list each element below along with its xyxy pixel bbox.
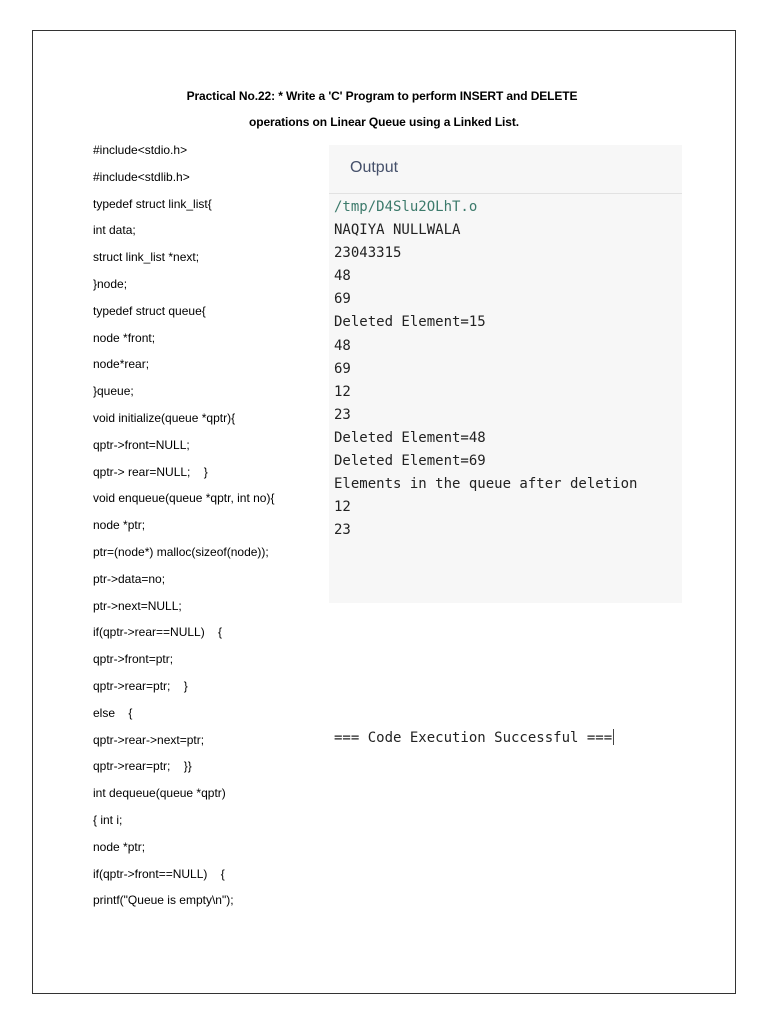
code-line: node *front; bbox=[93, 330, 156, 345]
code-line: ptr->next=NULL; bbox=[93, 598, 182, 613]
output-line: Elements in the queue after deletion bbox=[334, 476, 638, 493]
execution-status bbox=[334, 729, 614, 747]
code-line: qptr-> rear=NULL; } bbox=[93, 464, 208, 479]
output-title: Output bbox=[350, 159, 399, 176]
text-cursor bbox=[613, 729, 614, 745]
code-line: qptr->rear=ptr; } bbox=[93, 678, 188, 693]
output-line: 69 bbox=[334, 360, 351, 377]
code-line: struct link_list *next; bbox=[93, 250, 200, 265]
output-header bbox=[329, 145, 682, 194]
code-line: }node; bbox=[93, 276, 128, 291]
code-line: node*rear; bbox=[93, 357, 150, 372]
output-line: Deleted Element=69 bbox=[334, 453, 486, 470]
practical-title-line-1: Practical No.22: * Write a 'C' Program to perform INSERT and DELETE bbox=[186, 89, 578, 103]
output-line: 23 bbox=[334, 522, 351, 539]
code-line: qptr->front=NULL; bbox=[93, 437, 190, 452]
code-line: printf("Queue is empty\n"); bbox=[93, 893, 234, 908]
output-line: Deleted Element=48 bbox=[334, 429, 486, 446]
output-line: Deleted Element=15 bbox=[334, 314, 486, 331]
code-line: ptr=(node*) malloc(sizeof(node)); bbox=[93, 544, 269, 559]
code-line: node *ptr; bbox=[93, 839, 146, 854]
output-line: 48 bbox=[334, 268, 351, 285]
code-line: qptr->front=ptr; bbox=[93, 652, 174, 667]
output-panel bbox=[329, 145, 682, 746]
code-line: if(qptr->rear==NULL) { bbox=[93, 625, 223, 640]
code-line: void initialize(queue *qptr){ bbox=[93, 410, 236, 425]
code-line: void enqueue(queue *qptr, int no){ bbox=[93, 491, 275, 506]
code-listing bbox=[93, 142, 274, 919]
output-line: 23 bbox=[334, 406, 351, 423]
code-line: if(qptr->front==NULL) { bbox=[93, 866, 225, 881]
code-line: int dequeue(queue *qptr) bbox=[93, 786, 226, 801]
code-line: qptr->rear->next=ptr; bbox=[93, 732, 205, 747]
code-line: #include<stdlib.h> bbox=[93, 169, 190, 184]
output-line: NAQIYA NULLWALA bbox=[334, 222, 461, 239]
code-line: int data; bbox=[93, 223, 136, 238]
output-console bbox=[334, 197, 637, 543]
execution-status-text: === Code Execution Successful === bbox=[334, 730, 613, 746]
code-line: #include<stdio.h> bbox=[93, 143, 188, 157]
code-line: }queue; bbox=[93, 384, 134, 399]
code-line: typedef struct link_list{ bbox=[93, 196, 212, 211]
output-line: 12 bbox=[334, 383, 351, 400]
code-line: ptr->data=no; bbox=[93, 571, 166, 586]
output-line: 48 bbox=[334, 337, 351, 354]
code-line: { int i; bbox=[93, 812, 123, 827]
output-line: 12 bbox=[334, 499, 351, 516]
code-line: typedef struct queue{ bbox=[93, 303, 206, 318]
code-line: node *ptr; bbox=[93, 518, 146, 533]
code-line: qptr->rear=ptr; }} bbox=[93, 759, 192, 774]
practical-title-line-2: operations on Linear Queue using a Linked List. bbox=[248, 115, 519, 129]
output-line: 23043315 bbox=[334, 245, 402, 262]
output-line: 69 bbox=[334, 291, 351, 308]
output-path-line: /tmp/D4Slu2OLhT.o bbox=[334, 199, 478, 215]
code-line: else { bbox=[93, 705, 133, 720]
